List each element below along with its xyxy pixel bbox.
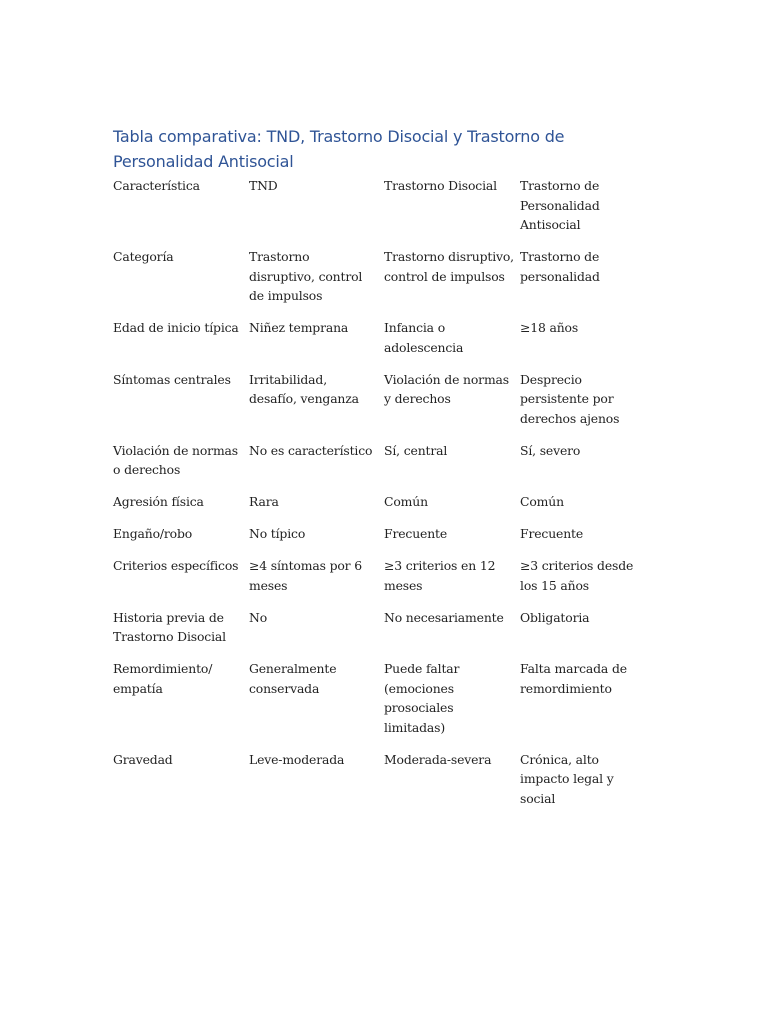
table-cell: Leve-moderada [249, 751, 345, 767]
table-cell: Frecuente [520, 526, 584, 541]
table-cell: Moderada-severa [384, 751, 492, 767]
table-cell: ≥4 síntomas por 6 meses [249, 558, 362, 593]
table-cell: Puede faltar (emociones prosociales limitadas) [384, 661, 460, 735]
row-label-cell: Síntomas centrales [113, 371, 231, 387]
table-cell: Común [520, 494, 564, 509]
table-cell: Crónica, alto impacto legal y social [520, 751, 614, 806]
table-row [113, 659, 653, 750]
row-label-cell: Violación de normas o derechos [113, 442, 238, 477]
table-cell: Trastorno disruptivo, control de impulsos [249, 249, 363, 303]
table-cell: Desprecio persistente por derechos ajenos [520, 371, 620, 426]
table-row [113, 370, 653, 441]
table-cell: Trastorno de personalidad [520, 249, 600, 284]
table-cell: ≥3 criterios desde los 15 años [520, 558, 634, 593]
table-row [113, 524, 653, 556]
table-cell: No es característico [249, 442, 373, 458]
comparison-table [113, 174, 653, 821]
table-cell: Violación de normas y derechos [384, 371, 509, 406]
table-cell: ≥18 años [520, 320, 579, 335]
table-row [113, 750, 653, 821]
table-cell: Frecuente [384, 526, 448, 541]
row-label-cell: Agresión física [113, 494, 204, 509]
table-cell: Irritabilidad, desafío, venganza [249, 371, 359, 406]
row-label-cell: Remordimiento/ empatía [113, 661, 213, 696]
document-page [113, 124, 653, 821]
table-cell: Generalmente conservada [249, 661, 337, 696]
row-label-cell: Engaño/robo [113, 526, 193, 541]
document-title: Tabla comparativa: TND, Trastorno Disocial y Trastorno de Personalidad Antisocial [113, 127, 565, 171]
table-row [113, 556, 653, 608]
table-cell: Niñez temprana [249, 320, 349, 335]
table-cell: Rara [249, 494, 279, 509]
table-cell: Trastorno disruptivo, control de impulsos [384, 249, 514, 284]
row-label-cell: Gravedad [113, 751, 173, 767]
header-cell: Característica [113, 178, 200, 193]
row-label-cell: Historia previa de Trastorno Disocial [113, 609, 226, 644]
table-row [113, 608, 653, 660]
table-cell: No típico [249, 526, 306, 541]
table-header-row [113, 174, 653, 247]
row-label-cell: Criterios específicos [113, 558, 239, 573]
table-cell: Común [384, 494, 428, 509]
row-label-cell: Edad de inicio típica [113, 320, 239, 335]
header-cell: Trastorno de Personalidad Antisocial [520, 178, 600, 232]
table-cell: ≥3 criterios en 12 meses [384, 558, 496, 593]
table-cell: Sí, central [384, 442, 448, 458]
table-row [113, 247, 653, 318]
table-cell: No [249, 609, 268, 625]
table-row [113, 318, 653, 370]
table-cell: Falta marcada de remordimiento [520, 661, 627, 696]
table-cell: Obligatoria [520, 609, 590, 625]
table-cell: Sí, severo [520, 442, 581, 458]
table-cell: No necesariamente [384, 609, 504, 625]
header-cell: TND [249, 178, 278, 193]
header-cell: Trastorno Disocial [384, 178, 497, 193]
row-label-cell: Categoría [113, 249, 174, 264]
table-row [113, 441, 653, 493]
table-cell: Infancia o adolescencia [384, 320, 464, 355]
table-row [113, 492, 653, 524]
